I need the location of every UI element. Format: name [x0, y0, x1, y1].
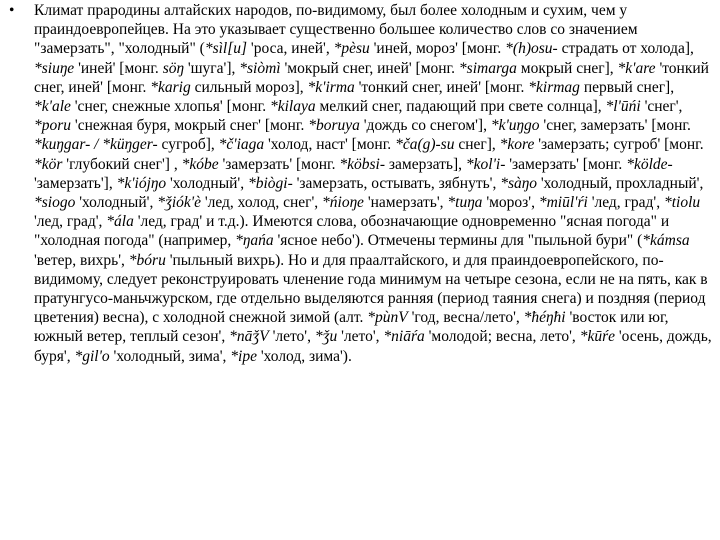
text-run: 'шуга'], — [183, 59, 240, 77]
text-run: 'ясное небо'). Отмечены термины для "пыльной бури" ( — [273, 232, 643, 250]
text-run: 'холодный', — [166, 174, 248, 192]
text-run: 'снег, снежные хлопья' [монг. — [70, 98, 270, 116]
text-run: 'холод, зима'). — [256, 347, 352, 365]
italic-term: *kuŋgar- / *küŋger- — [34, 136, 158, 154]
text-run: 'осень, дождь, буря', — [34, 328, 712, 365]
italic-term: *sàŋo — [500, 174, 537, 192]
text-run: 'молодой; весна, лето', — [424, 328, 580, 346]
italic-term: *karig — [150, 78, 191, 96]
text-run: 'замерзать, остывать, зябнуть', — [292, 174, 501, 192]
text-run: страдать от холода], — [557, 40, 694, 58]
italic-term: söŋ — [162, 59, 184, 77]
text-run: 'лето', — [268, 328, 315, 346]
italic-term: *gil'o — [74, 347, 110, 365]
text-run: 'лед, град' и т.д.). Имеются слова, обозначающие одновременно "ясная погода" и "холодная погода" (например, — [34, 213, 670, 250]
text-run: 'дождь со снегом'], — [359, 117, 491, 135]
text-run: 'снег', — [640, 98, 683, 116]
text-run: 'замерзать' [монг. — [218, 155, 340, 173]
italic-term: *k'irma — [307, 78, 355, 96]
italic-term: *poru — [34, 117, 72, 135]
italic-term: *kámsa — [642, 232, 690, 250]
italic-term: *kirmag — [528, 78, 580, 96]
italic-term: *ipe — [230, 347, 257, 365]
text-run: 'лед, град', — [587, 194, 664, 212]
text-run: мокрый снег], — [516, 59, 618, 77]
italic-term: *k'iójŋo — [116, 174, 167, 192]
text-run: 'иней, мороз' [монг. — [369, 40, 506, 58]
italic-term: *k'are — [617, 59, 656, 77]
italic-term: *kūŕe — [579, 328, 615, 346]
italic-term: *pùnV — [367, 309, 408, 327]
italic-term: *siòmì — [239, 59, 281, 77]
italic-term: *kölde- — [626, 155, 673, 173]
text-run: 'намерзать', — [363, 194, 448, 212]
text-run: 'замерзать' [монг. — [505, 155, 627, 173]
text-run: 'роса, иней', — [247, 40, 334, 58]
italic-term: *sìl[u] — [204, 40, 248, 58]
italic-term: *siogo — [34, 194, 76, 212]
text-run: 'холодный, прохладный', — [536, 174, 704, 192]
italic-term: *siuŋe — [34, 59, 75, 77]
italic-term: *ŋańa — [235, 232, 274, 250]
text-run: Климат прародины алтайских народов, по-видимому, был более холодным и сухим, чем у праиндоевропейцев. На это указывает существенно большее количество слов со значением "замерзать", "холодный" ( — [34, 2, 638, 58]
italic-term: *boruya — [308, 117, 360, 135]
italic-term: *l'ūńi — [605, 98, 641, 116]
italic-term: *ála — [106, 213, 134, 231]
italic-term: *bóru — [128, 251, 166, 269]
italic-term: *tiolu — [663, 194, 701, 212]
text-run: 'снег, замерзать' [монг. — [539, 117, 691, 135]
italic-term: *kore — [499, 136, 535, 154]
italic-term: *miūl'ŕi — [538, 194, 588, 212]
italic-term: *kol'i- — [465, 155, 506, 173]
text-run: первый снег], — [579, 78, 675, 96]
italic-term: *ńioŋe — [322, 194, 364, 212]
italic-term: *k'uŋgo — [490, 117, 540, 135]
text-run: 'лето', — [337, 328, 384, 346]
text-run: 'пыльный вихрь). Но и для праалтайского, и для праиндоевропейского, по-видимому, следует реконструировать членение года минимум на четыре сезона, если не на пять, как в пратунгусо-маньчжурском, где отдельно выделяются ранняя (период таяния снега) и поздняя (период цветения) весна), с холодной снежной зимой (алт. — [34, 251, 708, 327]
italic-term: *ča(g)-su — [395, 136, 455, 154]
italic-term: *k'ale — [34, 98, 71, 116]
italic-term: *nāǯV — [229, 328, 269, 346]
text-run: замерзать], — [385, 155, 466, 173]
text-run: 'тонкий снег, иней' [монг. — [354, 78, 529, 96]
text-run: сильный мороз], — [190, 78, 308, 96]
italic-term: *ǯu — [314, 328, 338, 346]
text-run: 'лед, град', — [34, 213, 107, 231]
italic-term: *(h)osu- — [505, 40, 558, 58]
text-run: 'холод, наст' [монг. — [264, 136, 396, 154]
italic-term: *ǯiók'è — [157, 194, 201, 212]
text-run: 'замерзать'], — [34, 174, 117, 192]
body-paragraph — [34, 1, 714, 366]
text-run: 'мокрый снег, иней' [монг. — [280, 59, 459, 77]
italic-term: *ħéŋħi — [523, 309, 566, 327]
text-run: 'ветер, вихрь', — [34, 251, 129, 269]
italic-term: *pèsu — [333, 40, 370, 58]
italic-term: *kilaya — [269, 98, 316, 116]
text-run: 'год, весна/лето', — [407, 309, 524, 327]
text-run: 'замерзать; сугроб' [монг. — [534, 136, 704, 154]
text-run: 'восток или юг, южный ветер, теплый сезон', — [34, 309, 669, 346]
italic-term: *niāŕa — [383, 328, 425, 346]
text-run: 'холодный', — [75, 194, 158, 212]
text-run: 'иней' [монг. — [74, 59, 163, 77]
italic-term: *tuŋa — [447, 194, 483, 212]
text-run: 'тонкий снег, иней' [монг. — [34, 59, 709, 96]
text-run: сугроб], — [157, 136, 219, 154]
text-run: мелкий снег, падающий при свете солнца], — [315, 98, 606, 116]
italic-term: *simarga — [458, 59, 517, 77]
text-run: 'мороз', — [482, 194, 539, 212]
italic-term: *č'iaga — [218, 136, 265, 154]
text-run: 'снежная буря, мокрый снег' [монг. — [71, 117, 309, 135]
italic-term: *köbsi- — [339, 155, 386, 173]
text-run: снег], — [454, 136, 500, 154]
italic-term: *biògi- — [247, 174, 293, 192]
text-run: 'лед, холод, снег', — [200, 194, 323, 212]
bullet-marker: • — [9, 2, 15, 19]
italic-term: *kóbe — [181, 155, 219, 173]
text-run: 'холодный, зима', — [109, 347, 231, 365]
italic-term: *kör — [34, 155, 63, 173]
text-run: 'глубокий снег'] , — [62, 155, 182, 173]
